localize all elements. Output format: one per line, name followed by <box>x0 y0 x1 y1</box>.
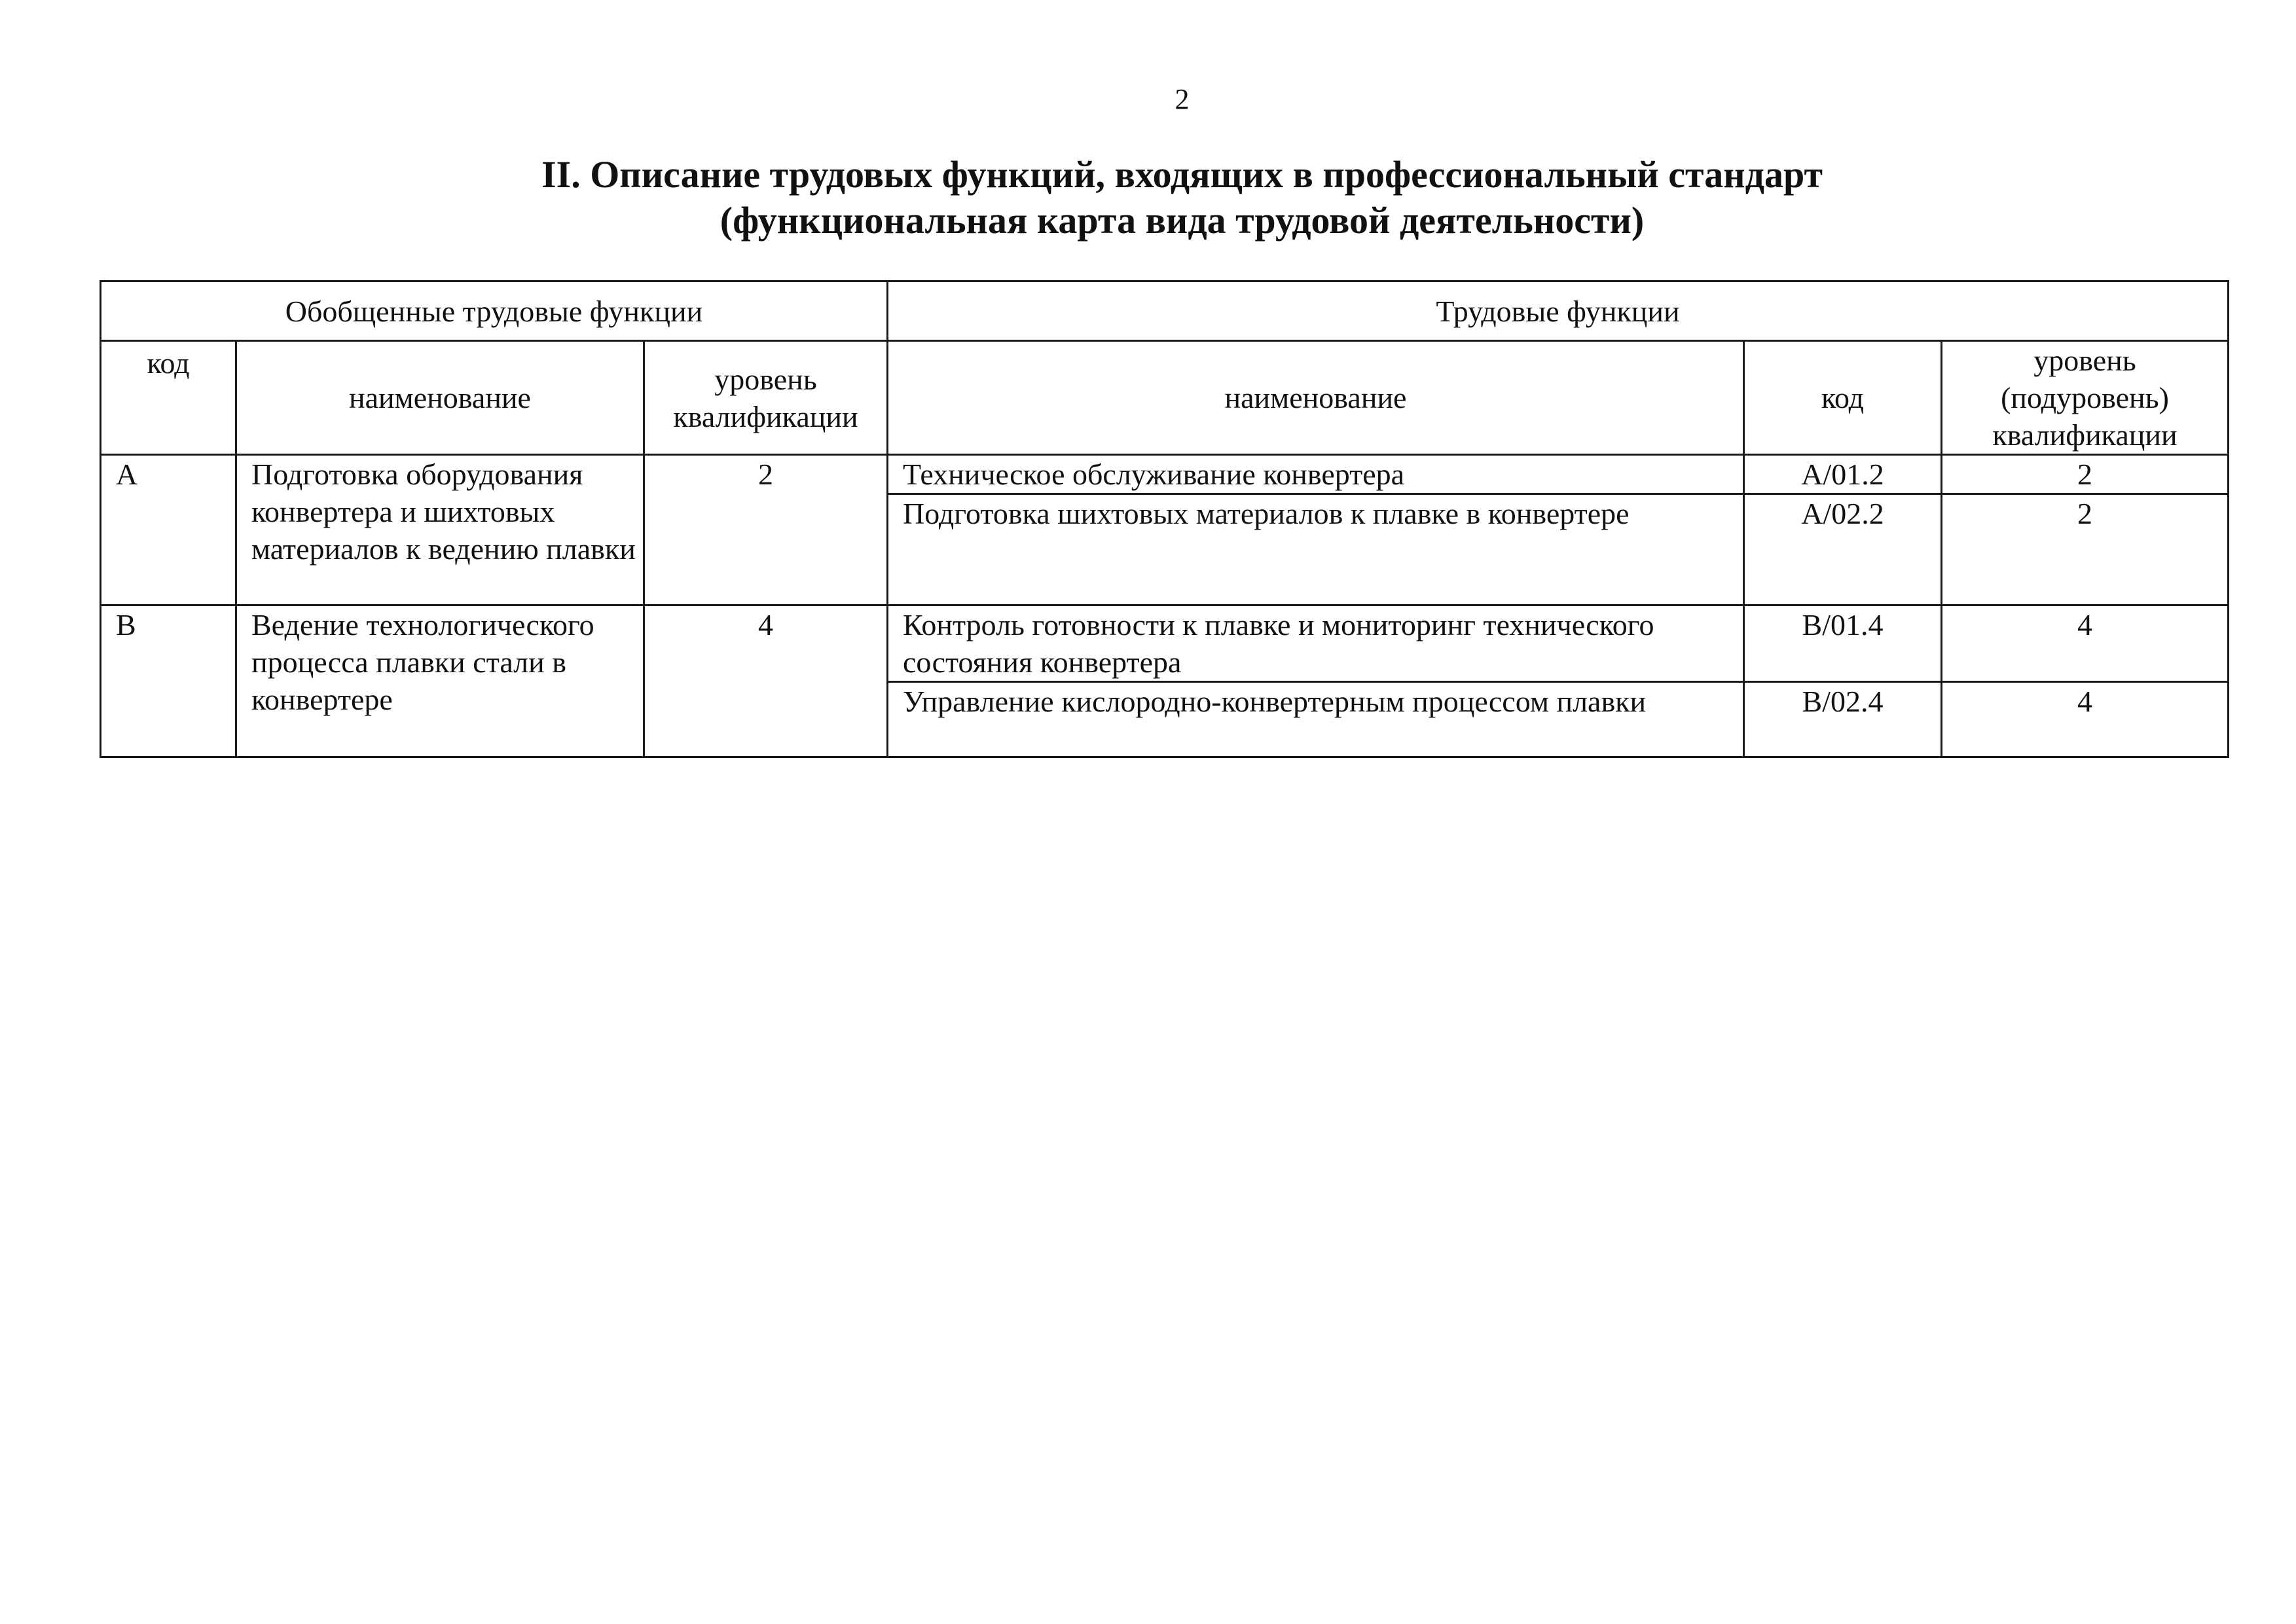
tf-level-cell: 4 <box>1942 605 2229 682</box>
header-labor-functions: Трудовые функции <box>888 281 2229 341</box>
table-group-header-row <box>101 281 2229 341</box>
title-line-1: II. Описание трудовых функций, входящих в профессиональный стандарт <box>541 153 1823 196</box>
tf-code-cell: A/02.2 <box>1744 494 1942 605</box>
tf-name-cell: Техническое обслуживание конвертера <box>888 455 1744 494</box>
tf-code-cell: A/01.2 <box>1744 455 1942 494</box>
gen-code-cell: A <box>101 455 236 605</box>
header-tf-code: код <box>1744 341 1942 455</box>
functional-map-table <box>100 280 2229 758</box>
header-tf-name: наименование <box>888 341 1744 455</box>
header-gen-code: код <box>101 341 236 455</box>
table-row <box>101 605 2229 682</box>
gen-level-cell: 4 <box>644 605 888 757</box>
gen-name-cell: Ведение технологического процесса плавки стали в конвертере <box>236 605 644 757</box>
table-row <box>101 455 2229 494</box>
tf-level-cell: 4 <box>1942 682 2229 757</box>
table-column-header-row <box>101 341 2229 455</box>
header-tf-level: уровень (подуровень) квалификации <box>1942 341 2229 455</box>
tf-level-cell: 2 <box>1942 494 2229 605</box>
tf-code-cell: B/01.4 <box>1744 605 1942 682</box>
tf-level-cell: 2 <box>1942 455 2229 494</box>
page-number: 2 <box>1175 83 1190 115</box>
tf-name-cell: Подготовка шихтовых материалов к плавке в конвертере <box>888 494 1744 605</box>
header-gen-name: наименование <box>236 341 644 455</box>
title-line-2: (функциональная карта вида трудовой деятельности) <box>720 199 1645 242</box>
gen-level-cell: 2 <box>644 455 888 605</box>
gen-code-cell: B <box>101 605 236 757</box>
tf-name-cell: Управление кислородно-конвертерным процессом плавки <box>888 682 1744 757</box>
gen-name-cell: Подготовка оборудования конвертера и шихтовых материалов к ведению плавки <box>236 455 644 605</box>
header-gen-level: уровень квалификации <box>644 341 888 455</box>
header-generalized-functions: Обобщенные трудовые функции <box>101 281 888 341</box>
tf-code-cell: B/02.4 <box>1744 682 1942 757</box>
page-title <box>34 152 2296 244</box>
tf-name-cell: Контроль готовности к плавке и мониторинг технического состояния конвертера <box>888 605 1744 682</box>
